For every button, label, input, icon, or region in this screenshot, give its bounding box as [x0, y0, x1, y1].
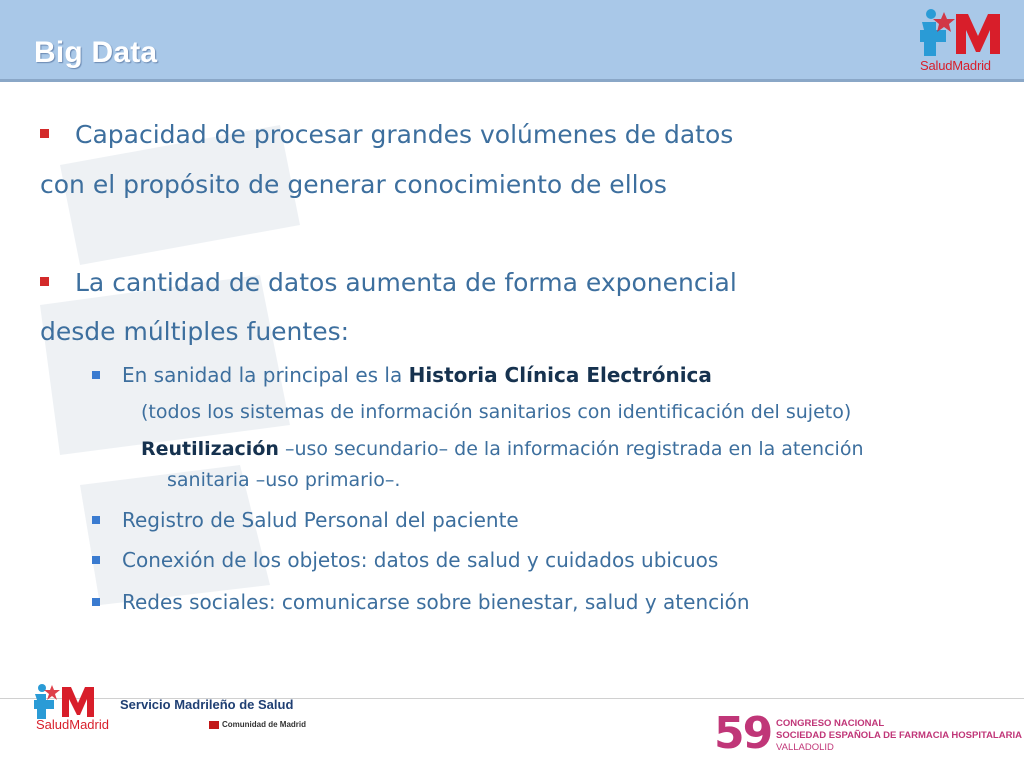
sub-bullet-item	[92, 363, 712, 387]
comunidad-madrid-label	[209, 720, 306, 729]
bullet-text: La cantidad de datos aumenta de forma exponencial	[75, 268, 737, 297]
page-title: Big Data	[34, 36, 158, 69]
bullet-item	[40, 268, 737, 297]
comunidad-flag-icon	[209, 721, 219, 729]
bullet-icon	[92, 516, 100, 524]
salud-madrid-footer-text: SaludMadrid	[36, 717, 109, 732]
sub-bullet-item	[92, 548, 718, 572]
sub-bullet-text: En sanidad la principal es la	[122, 363, 409, 387]
sub-bullet-item	[92, 508, 519, 532]
sub-bullet-text: Conexión de los objetos: datos de salud y cuidados ubicuos	[122, 548, 719, 572]
salud-madrid-logo-icon	[34, 683, 112, 719]
bullet-text-continued: con el propósito de generar conocimiento de ellos	[40, 170, 667, 199]
servicio-madrileno-label: Servicio Madrileño de Salud	[120, 697, 294, 712]
reuse-note-continued: sanitaria –uso primario–.	[167, 469, 401, 491]
parenthetical-note: (todos los sistemas de información sanitarios con identificación del sujeto)	[141, 401, 852, 423]
bullet-icon	[92, 371, 100, 379]
bullet-text-continued: desde múltiples fuentes:	[40, 317, 350, 346]
congreso-line-1: CONGRESO NACIONAL	[776, 718, 885, 729]
reuse-bold-text: Reutilización	[141, 438, 279, 460]
congreso-line-2: SOCIEDAD ESPAÑOLA DE FARMACIA HOSPITALARIA	[776, 730, 1022, 741]
reuse-text: –uso secundario– de la información registrada en la atención	[278, 438, 864, 460]
bullet-icon	[40, 277, 49, 286]
comunidad-text: Comunidad de Madrid	[222, 720, 306, 729]
sub-bullet-text: Redes sociales: comunicarse sobre bienestar, salud y atención	[122, 590, 750, 614]
bullet-icon	[40, 129, 49, 138]
bullet-icon	[92, 556, 100, 564]
congreso-number: 59	[714, 708, 772, 759]
reuse-note	[141, 438, 864, 460]
bullet-text: Capacidad de procesar grandes volúmenes de datos	[75, 120, 734, 149]
salud-madrid-logo-text: SaludMadrid	[920, 58, 991, 73]
bullet-item	[40, 120, 733, 149]
sub-bullet-bold-text: Historia Clínica Electrónica	[408, 363, 712, 387]
sub-bullet-item	[92, 590, 750, 614]
bullet-icon	[92, 598, 100, 606]
sub-bullet-text: Registro de Salud Personal del paciente	[122, 508, 519, 532]
congreso-line-3: VALLADOLID	[776, 742, 834, 753]
